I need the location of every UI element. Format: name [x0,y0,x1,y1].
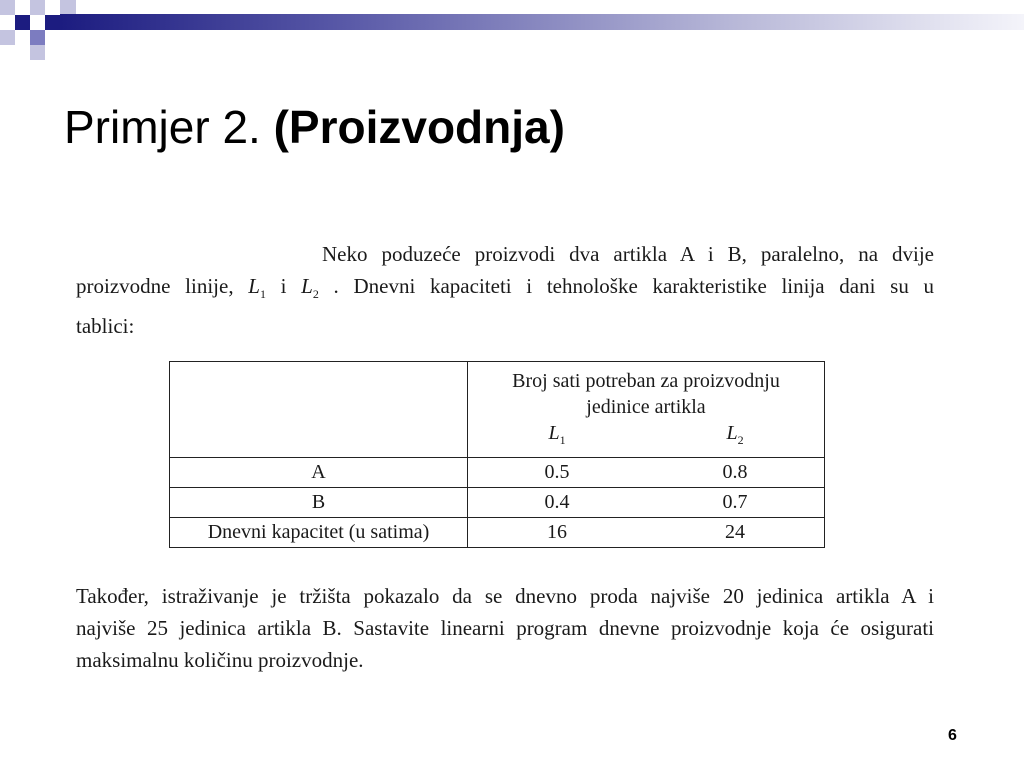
col-l2-label: $L_2$ [726,422,744,447]
table-header-line-1: Broj sati potreban za proizvodnju [512,370,780,392]
cell-l2: 0.7 [722,491,748,513]
title-bold: (Proizvodnja) [273,101,565,153]
slide-title [64,100,565,154]
cell-l2: 24 [725,521,745,543]
intro-line-3 [76,310,934,342]
deco-square [15,30,30,45]
intro-line-1-text: Neko poduzeće proizvodi dva artikla A i B, paralelno, na dvije [322,242,934,266]
deco-square [45,15,60,30]
table-header-columns [468,420,824,453]
col-l1-label: $L_1$ [548,422,566,447]
deco-square [30,45,45,60]
intro-line-2-i: i [280,274,287,298]
table-header-row [170,362,825,458]
deco-square [15,15,30,30]
title-prefix: Primjer 2. [64,101,261,153]
intro-line-2-b: . Dnevni kapaciteti i tehnološke karakteristike linija dani su u [333,274,934,298]
row-values [468,458,825,488]
var-l1: $L_1$ [248,274,266,302]
deco-square [0,30,15,45]
table-header-line-2: jedinice artikla [586,396,706,418]
deco-square [45,0,60,15]
row-label: A [170,458,468,488]
deco-square [0,0,15,15]
table-header-empty [170,362,468,458]
var-l2: $L_2$ [301,274,319,302]
deco-square [30,30,45,45]
page-number: 6 [948,727,957,744]
cell-l1: 0.4 [544,491,570,513]
capacity-table [169,361,825,548]
outro-line-2: najviše 25 jedinica artikla B. Sastavite linearni program dnevne proizvodnje koja će osigurati [76,616,934,640]
deco-square [30,0,45,15]
intro-paragraph [76,238,934,342]
intro-line-2 [76,270,934,310]
row-label: B [170,488,468,518]
deco-square [15,0,30,15]
outro-line-3: maksimalnu količinu proizvodnje. [76,648,364,672]
header-gradient-bar [60,14,1024,30]
cell-l1: 0.5 [544,461,570,483]
table-header-cell [468,362,825,458]
deco-square [60,0,76,14]
table-row [170,458,825,488]
table-row [170,518,825,548]
cell-l2: 0.8 [722,461,748,483]
cell-l1: 16 [547,521,567,543]
outro-line-1: Također, istraživanje je tržišta pokazalo da se dnevno proda najviše 20 jedinica artikla A i [76,584,934,608]
intro-line-3-text: tablici: [76,314,135,339]
intro-line-1 [76,238,934,270]
row-values [468,518,825,548]
table-header-text [468,368,824,453]
row-label: Dnevni kapacitet (u satima) [170,518,468,548]
table-row [170,488,825,518]
row-values [468,488,825,518]
intro-line-2-a: proizvodne linije, [76,274,234,298]
outro-paragraph [76,580,934,676]
